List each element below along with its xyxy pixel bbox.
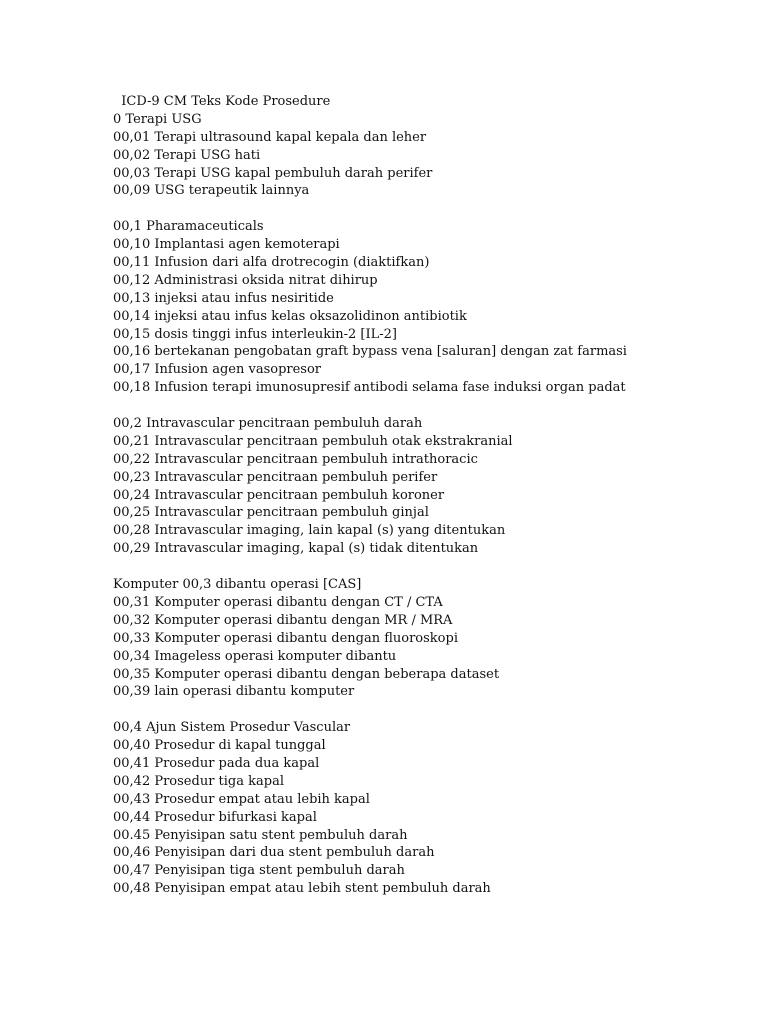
document-body <box>113 93 753 898</box>
section-intravascular-imaging <box>113 415 753 558</box>
code-line: 00.45 Penyisipan satu stent pembuluh darah <box>113 827 408 843</box>
code-line: 00,39 lain operasi dibantu komputer <box>113 684 355 700</box>
code-line: 00,12 Administrasi oksida nitrat dihirup <box>113 272 378 288</box>
code-line: 00,22 Intravascular pencitraan pembuluh intrathoracic <box>113 451 478 467</box>
code-line: 00,23 Intravascular pencitraan pembuluh perifer <box>113 469 438 485</box>
code-line: 00,02 Terapi USG hati <box>113 147 261 163</box>
section-terapi-usg <box>113 111 753 200</box>
code-line: 00,17 Infusion agen vasopresor <box>113 362 322 378</box>
code-line: 00,31 Komputer operasi dibantu dengan CT / CTA <box>113 594 443 610</box>
code-line: 00,13 injeksi atau infus nesiritide <box>113 290 334 306</box>
code-line: 00,32 Komputer operasi dibantu dengan MR / MRA <box>113 612 453 628</box>
section-heading: 00,2 Intravascular pencitraan pembuluh darah <box>113 416 423 432</box>
code-line: 00,47 Penyisipan tiga stent pembuluh darah <box>113 863 405 879</box>
code-line: 00,29 Intravascular imaging, kapal (s) tidak ditentukan <box>113 541 479 557</box>
code-line: 00,21 Intravascular pencitraan pembuluh otak ekstrakranial <box>113 433 513 449</box>
code-line: 00,33 Komputer operasi dibantu dengan fluoroskopi <box>113 630 458 646</box>
section-heading: 00,1 Pharamaceuticals <box>113 219 264 235</box>
code-line: 00,41 Prosedur pada dua kapal <box>113 755 320 771</box>
code-line: 00,15 dosis tinggi infus interleukin-2 [IL-2] <box>113 326 398 342</box>
code-line: 00,35 Komputer operasi dibantu dengan beberapa dataset <box>113 666 500 682</box>
code-line: 00,18 Infusion terapi imunosupresif antibodi selama fase induksi organ padat <box>113 380 626 396</box>
code-line: 00,09 USG terapeutik lainnya <box>113 183 310 199</box>
code-line: 00,14 injeksi atau infus kelas oksazolidinon antibiotik <box>113 308 467 324</box>
section-vascular-procedures <box>113 719 753 898</box>
code-line: 00,46 Penyisipan dari dua stent pembuluh darah <box>113 845 435 861</box>
code-line: 00,48 Penyisipan empat atau lebih stent pembuluh darah <box>113 881 491 897</box>
code-line: 00,16 bertekanan pengobatan graft bypass vena [saluran] dengan zat farmasi <box>113 344 627 360</box>
code-line: 00,40 Prosedur di kapal tunggal <box>113 738 326 754</box>
section-computer-assisted-surgery <box>113 576 753 701</box>
code-line: 00,24 Intravascular pencitraan pembuluh koroner <box>113 487 445 503</box>
code-line: 00,34 Imageless operasi komputer dibantu <box>113 648 397 664</box>
code-line: 00,01 Terapi ultrasound kapal kepala dan leher <box>113 129 427 145</box>
code-line: 00,11 Infusion dari alfa drotrecogin (diaktifkan) <box>113 255 430 271</box>
code-line: 00,25 Intravascular pencitraan pembuluh ginjal <box>113 505 429 521</box>
section-heading: 00,4 Ajun Sistem Prosedur Vascular <box>113 720 351 736</box>
code-line: 00,44 Prosedur bifurkasi kapal <box>113 809 317 825</box>
code-line: 00,10 Implantasi agen kemoterapi <box>113 237 340 253</box>
section-pharmaceuticals <box>113 218 753 397</box>
document-title: ICD-9 CM Teks Kode Prosedure <box>113 94 331 109</box>
section-heading: 0 Terapi USG <box>113 111 202 127</box>
code-line: 00,03 Terapi USG kapal pembuluh darah perifer <box>113 165 433 181</box>
code-line: 00,42 Prosedur tiga kapal <box>113 773 284 789</box>
code-line: 00,28 Intravascular imaging, lain kapal (s) yang ditentukan <box>113 523 506 539</box>
code-line: 00,43 Prosedur empat atau lebih kapal <box>113 791 370 807</box>
section-heading: Komputer 00,3 dibantu operasi [CAS] <box>113 577 362 593</box>
